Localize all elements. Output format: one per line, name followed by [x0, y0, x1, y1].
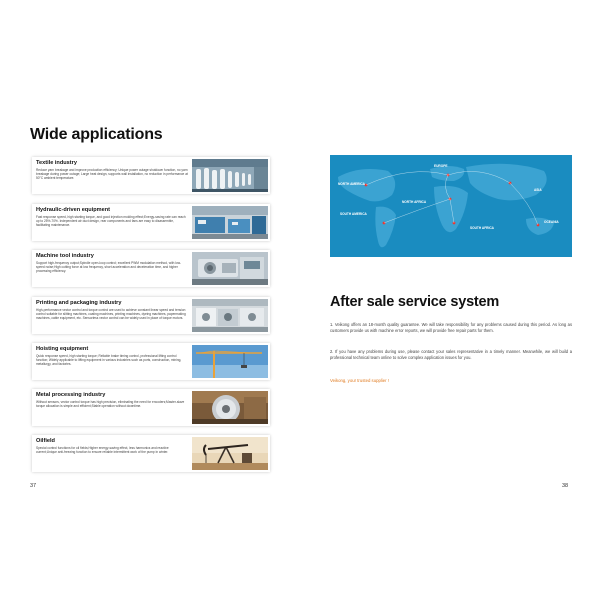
application-title: Machine tool industry: [36, 253, 94, 259]
map-region-label: OCEANIA: [544, 220, 559, 224]
map-region-label: SOUTH AMERICA: [340, 212, 367, 216]
world-map-image: [330, 155, 572, 257]
application-description: Support high-frequency output;Spindle open-loop control; excellent PWM modulation method, with low-speed noise;High cutting force at low frequency, short acceleration and deceleration time, and higher processing efficiency.: [36, 261, 182, 274]
page-number-left: 37: [30, 483, 37, 489]
application-card-metal: [32, 389, 270, 426]
slogan: Veikong, your trusted supplier !: [330, 378, 389, 383]
application-card-machine-tool: [32, 250, 270, 287]
page-number-right: 38: [562, 483, 569, 489]
textile-yarn-photo: [192, 159, 268, 192]
map-region-label: NORTH AMERICA: [338, 182, 365, 186]
application-title: Printing and packaging industry: [36, 300, 122, 306]
application-title: Hoisting equipment: [36, 346, 89, 352]
service-paragraph-warranty: 1. Veikong offers an 18-month quality guarantee. We will take responsibility for any problems caused during this period. As long as customers provide us with machine error reports, we will provide free repair parts for them.: [330, 322, 572, 334]
oil-pump-photo: [192, 437, 268, 470]
metal-coil-photo: [192, 391, 268, 424]
application-description: Quick response speed, high starting torque; Reliable brake timing control, professional lifting control function; Widely applicable to lifting equipment in various industries such as ports, construction, mining, metallurgy, and factories.: [36, 354, 182, 367]
map-region-label: SOUTH AFRICA: [470, 226, 494, 230]
crane-photo: [192, 345, 268, 378]
application-card-printing: [32, 297, 270, 334]
application-title: Metal processing industry: [36, 392, 106, 398]
application-description: Without sensors, vector control torque has high precision, eliminating the need for encoders;Master-slave torque allocation is simple and efficient;Stable operation without downtime.: [36, 400, 185, 409]
application-description: Special control functions for oil fields;Higher energy-saving effect, less harmonics and reactive current;Unique anti-freezing function to ensure reliable intermittent work of the pump in winter.: [36, 446, 169, 455]
application-card-hydraulic: [32, 204, 270, 241]
machine-tool-photo: [192, 252, 268, 285]
applications-page-title: Wide applications: [30, 126, 163, 143]
service-paragraph-support: 2. If you have any problems during use, please contact your sales representative in a timely manner. Meanwhile, we will build a professional technical team online to solve complex application issues for you.: [330, 349, 572, 361]
application-description: Fast response speed, high starting torque, and good injection molding effect;Energy-saving rate can reach up to 25%-70%. Independent air duct design, rear components and fans are easy to disassemble, facilitating maintenance.: [36, 215, 186, 228]
application-card-hoisting: [32, 343, 270, 380]
application-title: Hydraulic-driven equipment: [36, 207, 110, 213]
map-region-label: ASIA: [534, 188, 542, 192]
map-region-label: EUROPE: [434, 164, 448, 168]
application-description: Reduce yarn breakage and improve production efficiency; Unique power outage shutdown function, no yarn breakage during power outage; Large heat design, supports wall installation, no reduction in performance at 50°C ambient temperature.: [36, 168, 188, 181]
service-section-title: After sale service system: [330, 294, 500, 310]
map-region-label: NORTH AFRICA: [402, 200, 427, 204]
injection-molding-photo: [192, 206, 268, 239]
application-title: Oilfield: [36, 438, 55, 444]
application-card-oilfield: [32, 435, 270, 472]
application-description: High-performance vector control and torque control are used to achieve constant linear speed and tension control suitable for slitting machines, coating machines, printing machines, dyeing machines, papermaking machines, cable equipment, etc. Sensorless vector control can be widely used in place of torque motors.: [36, 308, 186, 321]
application-card-textile: [32, 157, 270, 194]
application-title: Textile industry: [36, 160, 77, 166]
printing-machine-photo: [192, 299, 268, 332]
